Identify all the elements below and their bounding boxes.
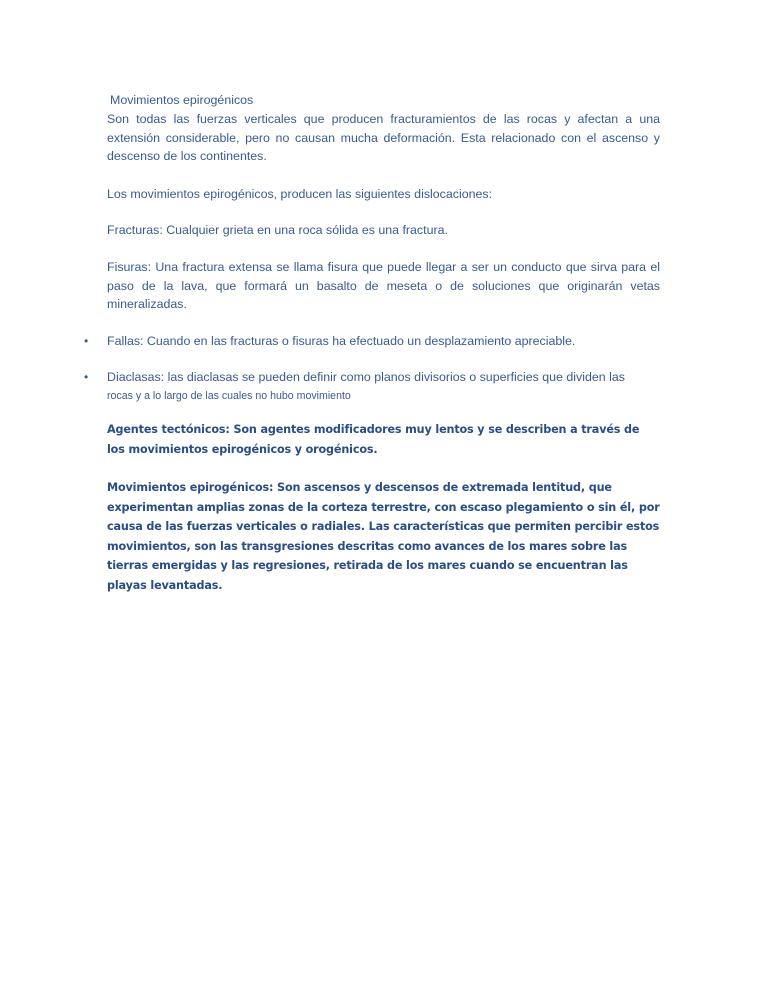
bullet-marker: • (84, 334, 89, 348)
fallas-list-item: Fallas: Cuando en las fracturas o fisuras ha efectuado un desplazamiento apreciable. (107, 334, 576, 348)
diaclasas-line: Diaclasas: las diaclasas se pueden definir como planos divisorios o superficies que dividen las (107, 370, 625, 384)
diaclasas-continuation: rocas y a lo largo de las cuales no hubo movimiento (107, 389, 351, 402)
dislocations-intro: Los movimientos epirogénicos, producen las siguientes dislocaciones: (107, 187, 493, 201)
diaclasas-list-item (107, 368, 660, 405)
movimientos-bold-paragraph: Movimientos epirogénicos: Son ascensos y descensos de extremada lentitud, que experimentan amplias zonas de la corteza terrestre, con escaso plegamiento o sin él, por causa de las fuerzas verticales o radiales. Las características que permiten percibir estos movimientos, son las transgresiones descritas como avances de los mares sobre las tierras emergidas y las regresiones, retirada de los mares cuando se encuentran las playas levantadas. (107, 481, 660, 592)
fracturas-paragraph: Fracturas: Cualquier grieta en una roca sólida es una fractura. (107, 223, 448, 237)
bullet-marker: • (84, 370, 89, 384)
intro-paragraph: Son todas las fuerzas verticales que producen fracturamientos de las rocas y afectan a una extensión considerable, pero no causan mucha deformación. Esta relacionado con el ascenso y descenso de los continentes. (107, 112, 660, 164)
fisuras-paragraph: Fisuras: Una fractura extensa se llama fisura que puede llegar a ser un conducto que sirva para el paso de la lava, que formará un basalto de meseta o de soluciones que originarán vetas mineralizadas. (107, 260, 660, 312)
agentes-paragraph: Agentes tectónicos: Son agentes modificadores muy lentos y se describen a través de los movimientos epirogénicos y orogénicos. (107, 423, 640, 456)
section-title: Movimientos epirogénicos (110, 93, 254, 107)
